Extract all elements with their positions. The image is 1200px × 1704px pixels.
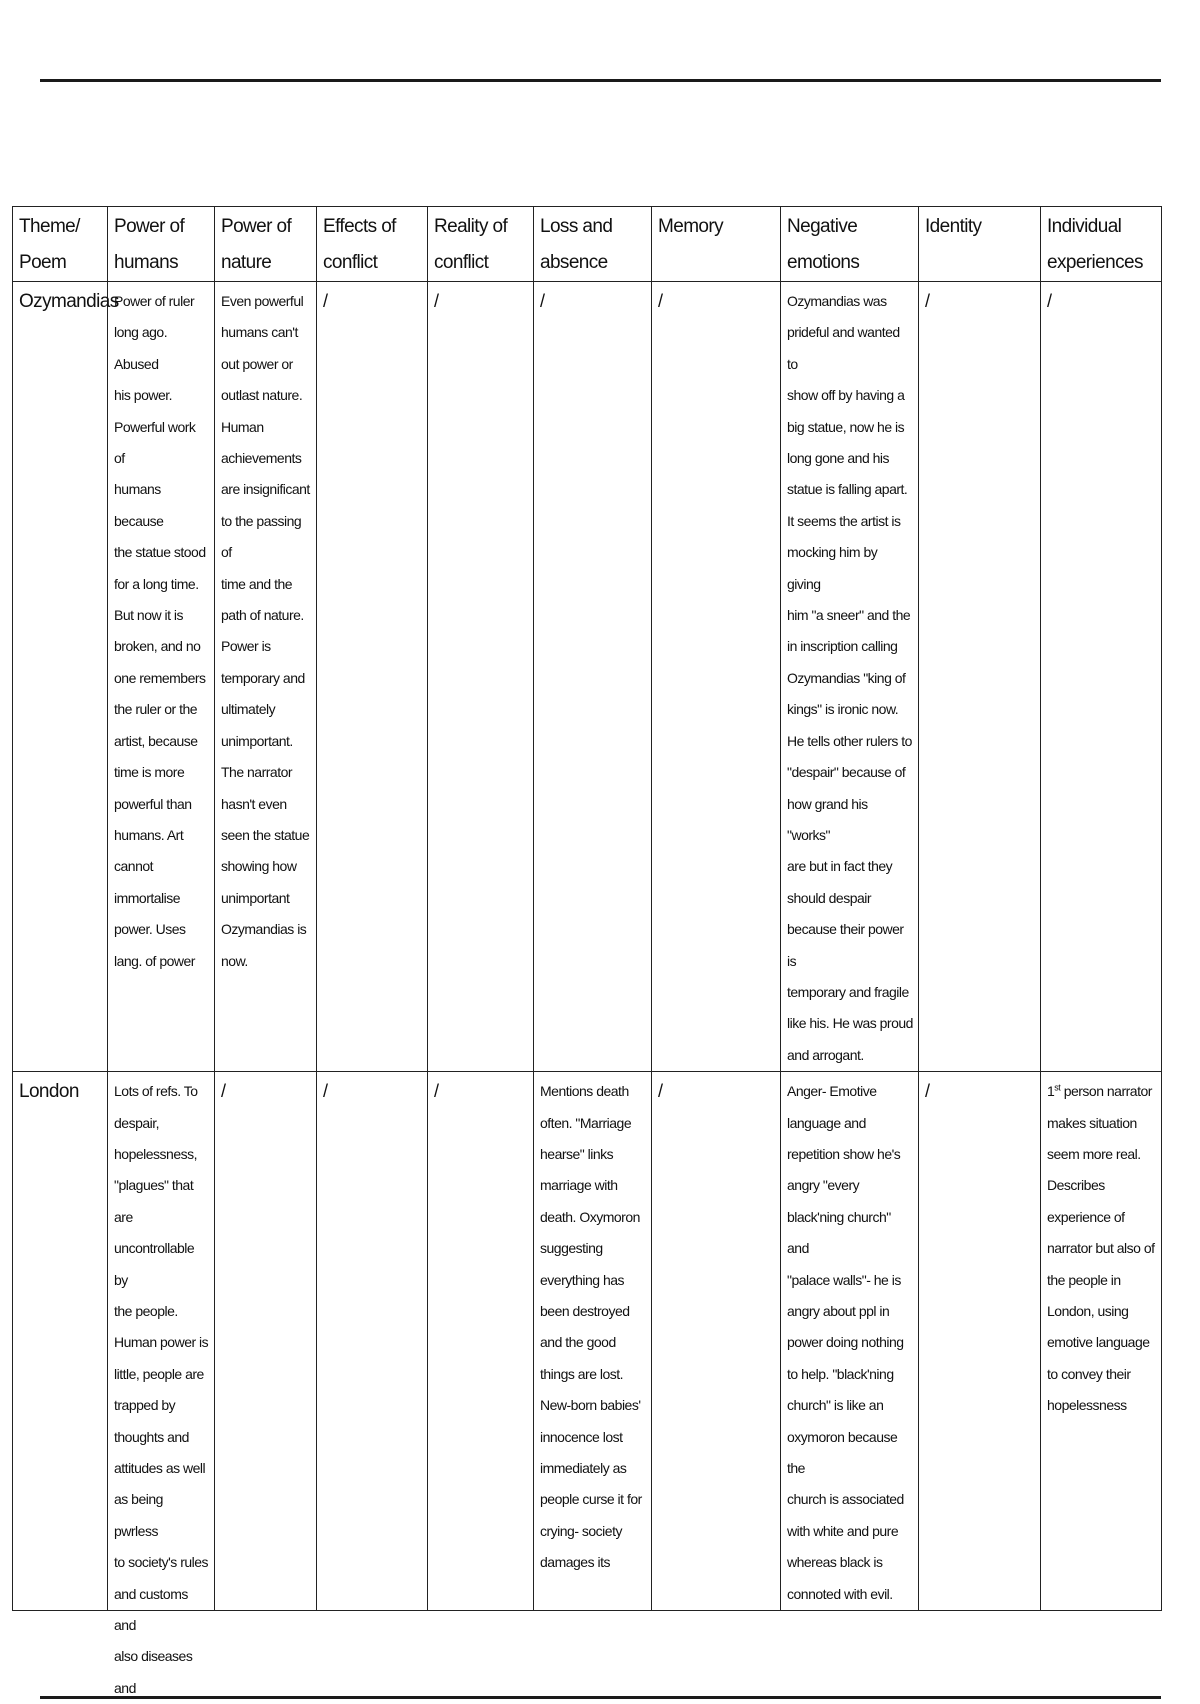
header-memory: Memory: [652, 207, 781, 282]
cell-loss-and-absence: /: [534, 282, 652, 1072]
header-identity: Identity: [919, 207, 1041, 282]
header-reality-of-conflict: Reality of conflict: [428, 207, 534, 282]
header-row: [13, 207, 1162, 282]
cell-power-of-nature: Even powerful humans can't out power or outlast nature. Human achievements are insignificant to the passing of time and the path of nature. Power is temporary and ultimately unimportant. The narrator hasn't even seen the statue showing how unimportant Ozymandias is now.: [215, 282, 317, 1072]
header-rule: [40, 79, 1161, 82]
cell-negative-emotions: Anger- Emotive language and repetition show he's angry "every black'ning church" and "palace walls"- he is angry about ppl in power doing nothing to help. "black'ning church" is like an oxymoron because the church is associated with white and pure whereas black is connoted with evil.: [781, 1072, 919, 1611]
header-power-of-nature: Power of nature: [215, 207, 317, 282]
theme-table: [12, 206, 1162, 1696]
cell-loss-and-absence: [534, 1072, 652, 1611]
header-power-of-humans: Power of humans: [108, 207, 215, 282]
cell-power-of-nature: /: [215, 1072, 317, 1611]
header-individual-experiences: Individual experiences: [1041, 207, 1162, 282]
cell-reality-of-conflict: /: [428, 282, 534, 1072]
cell-effects-of-conflict: /: [317, 1072, 428, 1611]
cell-power-of-humans: Power of ruler long ago. Abused his power. Powerful work of humans because the statue stood for a long time. But now it is broken, and no one remembers the ruler or the artist, because time is more powerful than humans. Art cannot immortalise power. Uses lang. of power: [108, 282, 215, 1072]
header-negative-emotions: Negative emotions: [781, 207, 919, 282]
poem-title: Ozymandias: [13, 282, 108, 1072]
cell-memory: /: [652, 1072, 781, 1611]
cell-individual-experiences: [1041, 1072, 1162, 1611]
cell-identity: /: [919, 1072, 1041, 1611]
cell-individual-experiences: /: [1041, 282, 1162, 1072]
cell-reality-of-conflict: /: [428, 1072, 534, 1611]
cell-text: Lots of refs. To despair, hopelessness, "plagues" that are uncontrollable by the people. Human power is little, people are trapped by thoughts and attitudes as well as being pwrless to society's rules and customs and also diseases and: [114, 1083, 209, 1696]
table-row-london: [13, 1072, 1162, 1611]
poem-title: London: [13, 1072, 108, 1611]
table-row-ozymandias: [13, 282, 1162, 1072]
ordinal-number: 1: [1047, 1083, 1055, 1100]
cell-negative-emotions: Ozymandias was prideful and wanted to show off by having a big statue, now he is long gone and his statue is falling apart. It seems the artist is mocking him by giving him "a sneer" and the in inscription calling Ozymandias "king of kings" is ironic now. He tells other rulers to "despair" because of how grand his "works" are but in fact they should despair because their power is temporary and fragile like his. He was proud and arrogant.: [781, 282, 919, 1072]
cell-text: Mentions death often. "Marriage hearse" links marriage with death. Oxymoron suggesting everything has been destroyed and the good things are lost. New-born babies' innocence lost immediately as people curse it for crying- society damages its: [540, 1083, 642, 1571]
cell-power-of-humans: [108, 1072, 215, 1696]
ordinal-suffix: st: [1054, 1082, 1061, 1093]
header-effects-of-conflict: Effects of conflict: [317, 207, 428, 282]
footer-rule: [40, 1696, 1161, 1699]
cell-effects-of-conflict: /: [317, 282, 428, 1072]
header-theme-poem: Theme/ Poem: [13, 207, 108, 282]
cell-text: person narrator makes situation seem more real. Describes experience of narrator but also of the people in London, using emotive language to convey their hopelessness: [1047, 1083, 1155, 1414]
header-loss-and-absence: Loss and absence: [534, 207, 652, 282]
cell-identity: /: [919, 282, 1041, 1072]
cell-memory: /: [652, 282, 781, 1072]
